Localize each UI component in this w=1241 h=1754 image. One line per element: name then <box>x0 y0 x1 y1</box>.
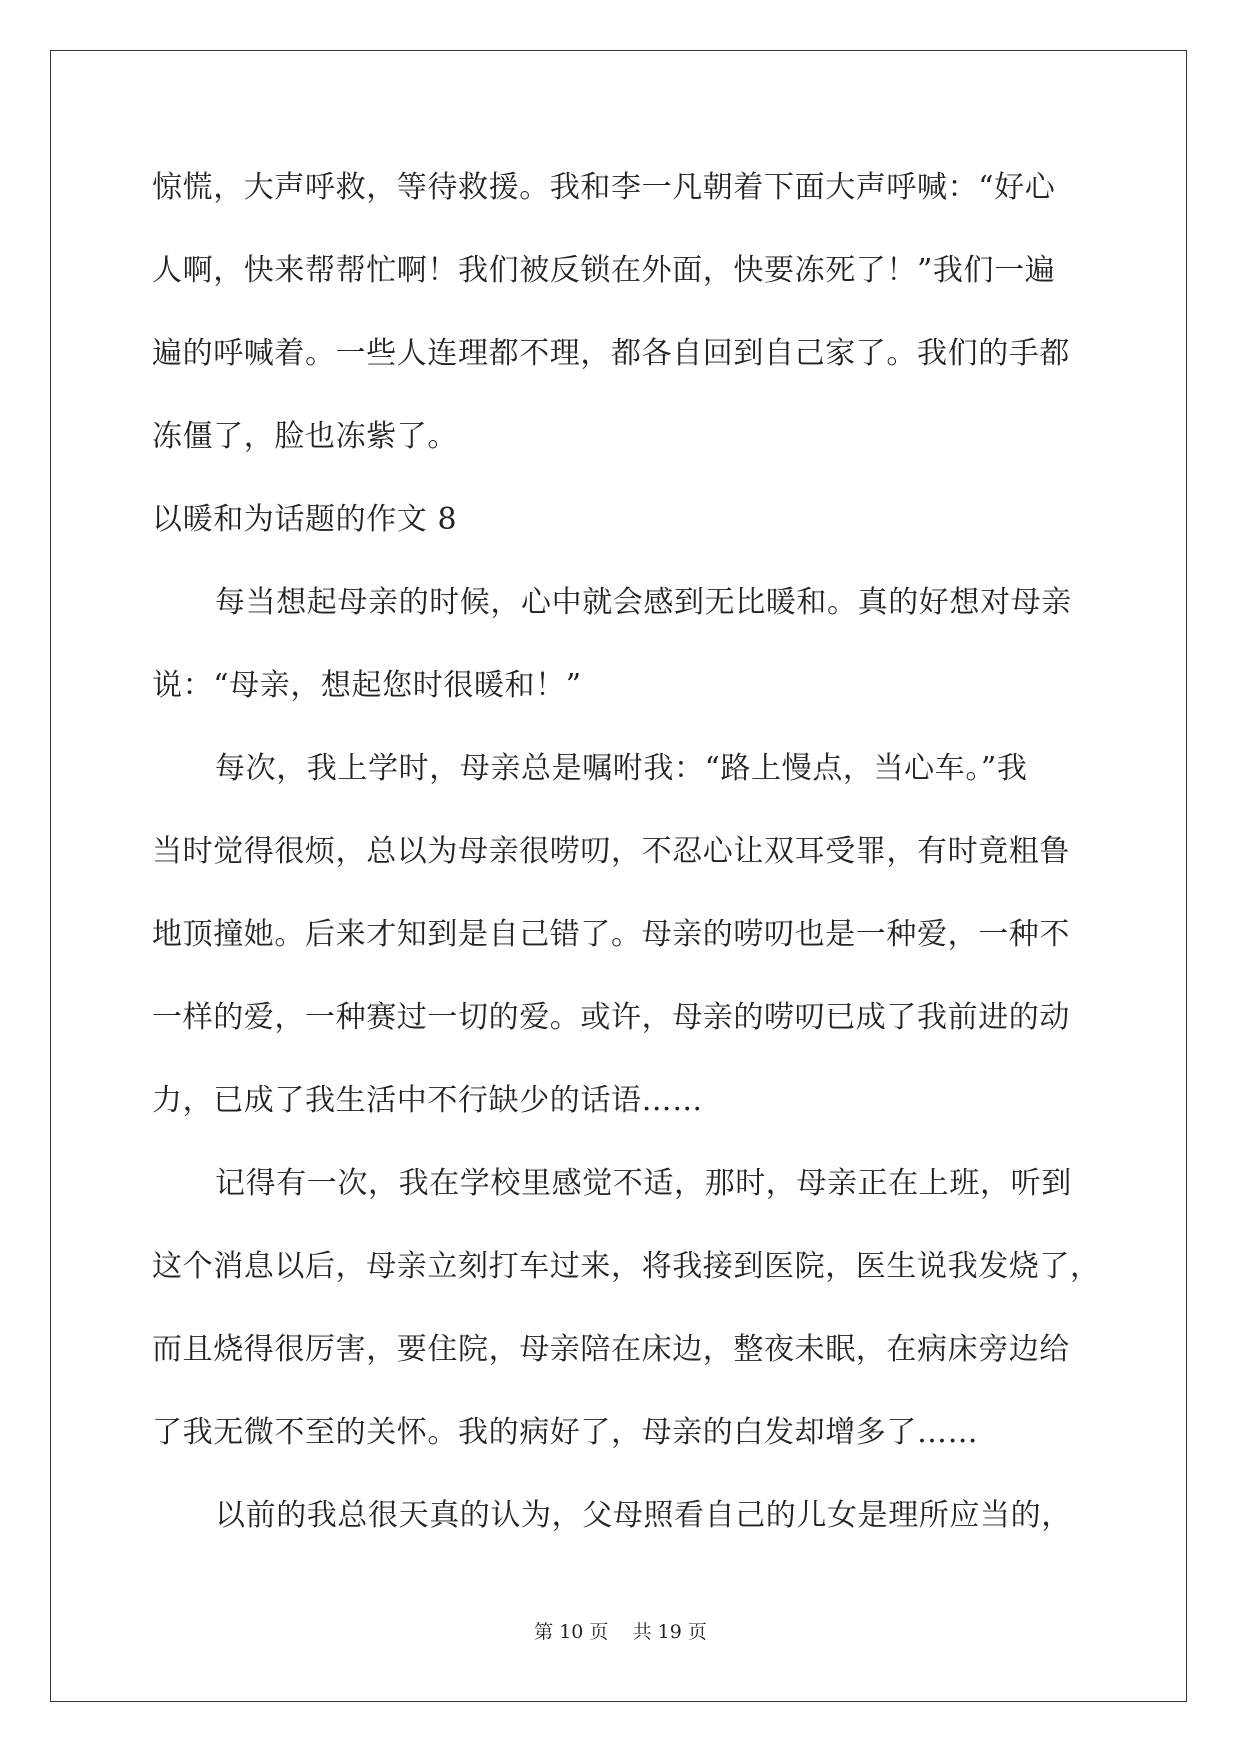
text-line: 了我无微不至的关怀。我的病好了，母亲的白发却增多了…… <box>152 1415 979 1450</box>
text-line: 这个消息以后，母亲立刻打车过来，将我接到医院，医生说我发烧了， <box>152 1249 1101 1284</box>
text-line: 遍的呼喊着。一些人连理都不理，都各自回到自己家了。我们的手都 <box>152 336 1070 371</box>
text-line: 当时觉得很烦，总以为母亲很唠叨，不忍心让双耳受罪，有时竟粗鲁 <box>152 834 1070 869</box>
page-number-footer: 第 10 页 共 19 页 <box>534 1621 707 1643</box>
text-line: 惊慌，大声呼救，等待救援。我和李一凡朝着下面大声呼喊：“好心 <box>152 170 1056 205</box>
text-line: 一样的爱，一种赛过一切的爱。或许，母亲的唠叨已成了我前进的动 <box>152 1000 1070 1035</box>
text-line: 冻僵了，脸也冻紫了。 <box>152 419 458 454</box>
section-heading: 以暖和为话题的作文 8 <box>152 502 458 537</box>
text-line: 力，已成了我生活中不行缺少的话语…… <box>152 1083 703 1118</box>
paragraph-first-line: 每当想起母亲的时候，心中就会感到无比暖和。真的好想对母亲 <box>215 585 1072 620</box>
paragraph-first-line: 记得有一次，我在学校里感觉不适，那时，母亲正在上班，听到 <box>215 1166 1072 1201</box>
paragraph-first-line: 每次，我上学时，母亲总是嘱咐我：“路上慢点，当心车。”我 <box>215 751 1028 786</box>
text-line: 人啊，快来帮帮忙啊！我们被反锁在外面，快要冻死了！”我们一遍 <box>152 253 1056 288</box>
paragraph-first-line: 以前的我总很天真的认为，父母照看自己的儿女是理所应当的， <box>215 1498 1072 1533</box>
text-line: 说：“母亲，想起您时很暖和！” <box>152 668 582 703</box>
document-body <box>152 158 1112 1569</box>
text-line: 地顶撞她。后来才知到是自己错了。母亲的唠叨也是一种爱，一种不 <box>152 917 1070 952</box>
text-line: 而且烧得很厉害，要住院，母亲陪在床边，整夜未眠，在病床旁边给 <box>152 1332 1070 1367</box>
